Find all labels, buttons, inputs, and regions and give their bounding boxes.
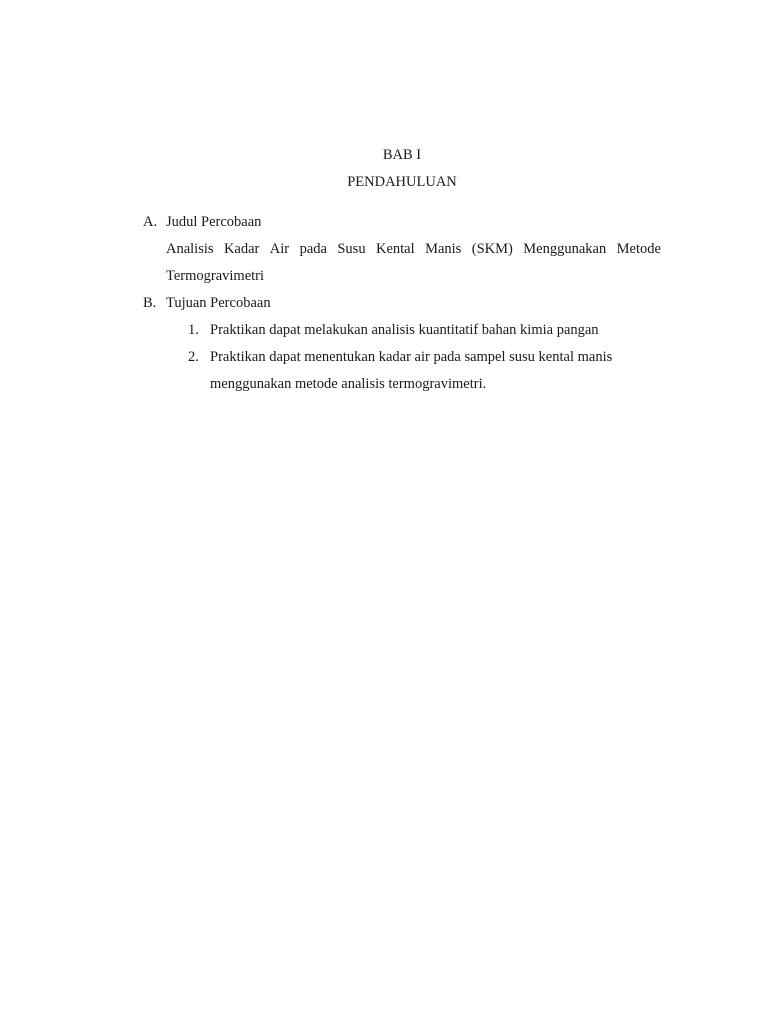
section-b-marker: B. — [143, 295, 157, 311]
objective-2-text-line-2: menggunakan metode analisis termogravimetri. — [210, 376, 487, 392]
section-a-marker: A. — [143, 214, 158, 230]
objective-1-marker: 1. — [188, 322, 199, 338]
section-b-heading: Tujuan Percobaan — [166, 295, 271, 311]
section-a-body-line-2: Termogravimetri — [166, 268, 265, 284]
section-a-heading: Judul Percobaan — [166, 214, 262, 230]
chapter-number: BAB I — [382, 147, 422, 163]
chapter-title: PENDAHULUAN — [347, 174, 457, 190]
section-a-body-line-1: Analisis Kadar Air pada Susu Kental Manis (SKM) Menggunakan Metode — [166, 241, 661, 257]
objective-2-marker: 2. — [188, 349, 199, 365]
objective-2-text-line-1: Praktikan dapat menentukan kadar air pada sampel susu kental manis — [210, 349, 613, 365]
objective-1-text: Praktikan dapat melakukan analisis kuantitatif bahan kimia pangan — [210, 322, 599, 338]
